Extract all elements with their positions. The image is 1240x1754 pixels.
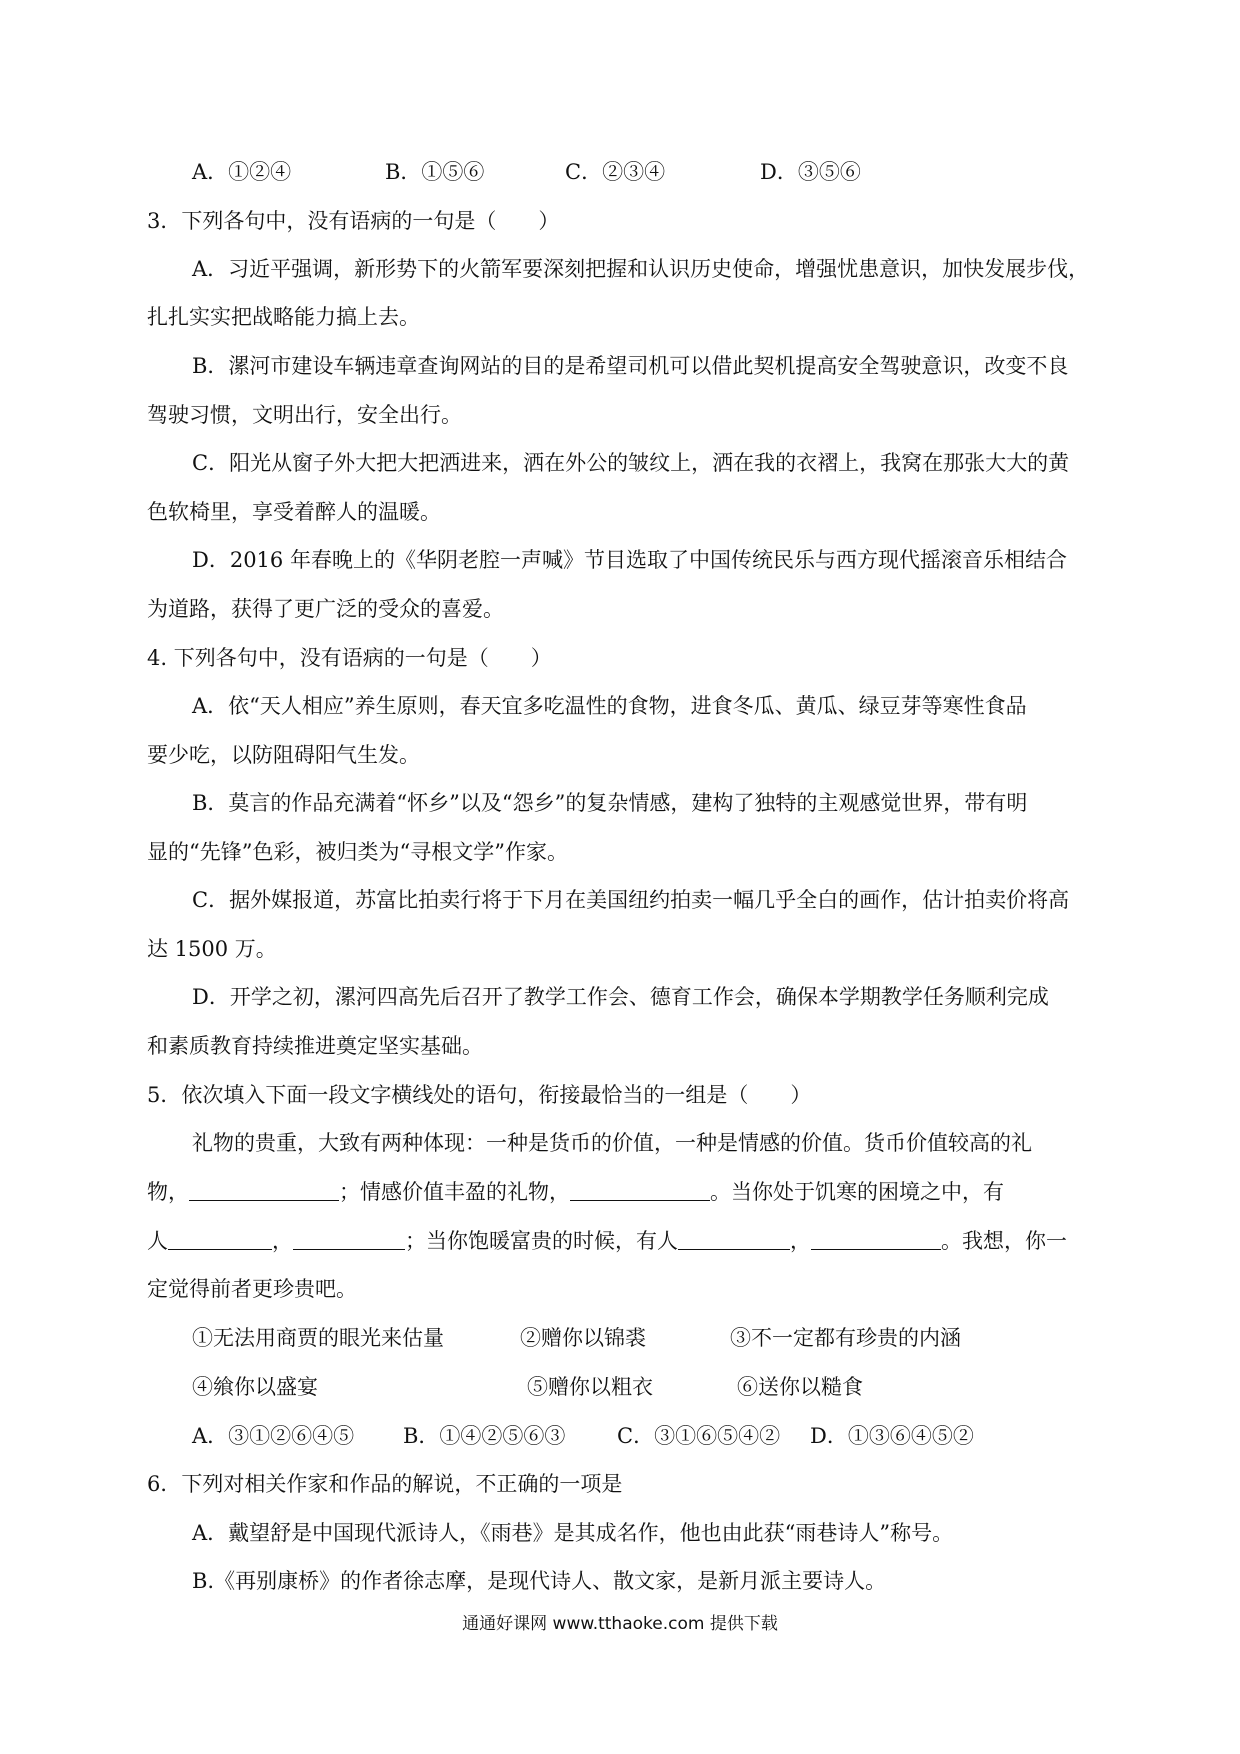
q3-stem: 3．下列各句中，没有语病的一句是（ ） [147,209,560,233]
q5-passage-text: ；当你饱暖富贵的时候，有人 [405,1229,678,1253]
q5-passage-text: 物， [147,1180,189,1204]
page-footer: 通通好课网 www.tthaoke.com 提供下载 [462,1614,778,1634]
q4-option-a-line1: A．依“天人相应”养生原则，春天宜多吃温性的食物，进食冬瓜、黄瓜、绿豆芽等寒性食品 [192,694,1027,718]
q5-item-1: ①无法用商贾的眼光来估量 [192,1326,444,1350]
q5-passage-line4: 定觉得前者更珍贵吧。 [147,1277,357,1301]
q4-stem: 4. 下列各句中，没有语病的一句是（ ） [147,646,552,670]
q5-item-5: ⑤赠你以粗衣 [527,1375,653,1399]
q5-passage-line3 [147,1226,1067,1256]
q4-option-b-line1: B．莫言的作品充满着“怀乡”以及“怨乡”的复杂情感，建构了独特的主观感觉世界，带有明 [192,791,1028,815]
q5-item-4: ④飨你以盛宴 [192,1375,318,1399]
q5-passage-text: ， [790,1229,811,1253]
q6-option-a: A．戴望舒是中国现代派诗人，《雨巷》是其成名作，他也由此获“雨巷诗人”称号。 [192,1521,954,1545]
q3-option-d-line2: 为道路，获得了更广泛的受众的喜爱。 [147,597,504,621]
q5-item-3: ③不一定都有珍贵的内涵 [730,1326,961,1350]
q6-stem: 6．下列对相关作家和作品的解说，不正确的一项是 [147,1472,623,1496]
q3-option-d-line1: D．2016 年春晚上的《华阴老腔一声喊》节目选取了中国传统民乐与西方现代摇滚音乐相结合 [192,548,1067,572]
q5-item-2: ②赠你以锦裘 [520,1326,646,1350]
q5-option-c: C．③①⑥⑤④② [617,1424,781,1448]
answer-blank-6[interactable] [811,1227,941,1250]
q4-option-d-line1: D．开学之初，漯河四高先后召开了教学工作会、德育工作会，确保本学期教学任务顺利完成 [192,985,1049,1009]
q5-passage-text: 。当你处于饥寒的困境之中，有 [710,1180,1004,1204]
q5-passage-line1: 礼物的贵重，大致有两种体现：一种是货币的价值，一种是情感的价值。货币价值较高的礼 [192,1131,1032,1155]
q3-option-c-line2: 色软椅里，享受着醉人的温暖。 [147,500,441,524]
q5-passage-text: ；情感价值丰盈的礼物， [339,1180,570,1204]
q4-option-a-line2: 要少吃，以防阻碍阳气生发。 [147,743,420,767]
q5-item-6: ⑥送你以糙食 [737,1375,863,1399]
q3-option-b-line2: 驾驶习惯，文明出行，安全出行。 [147,403,462,427]
q3-option-b-line1: B．漯河市建设车辆违章查询网站的目的是希望司机可以借此契机提高安全驾驶意识，改变不良 [192,354,1069,378]
q5-passage-text: ， [272,1229,293,1253]
q2-option-c: C．②③④ [565,160,666,184]
q2-option-b: B．①⑤⑥ [385,160,485,184]
q5-passage-line2 [147,1177,1004,1207]
answer-blank-4[interactable] [293,1227,405,1250]
q5-option-d: D．①③⑥④⑤② [810,1424,974,1448]
answer-blank-1[interactable] [189,1178,339,1201]
q2-option-d: D．③⑤⑥ [760,160,861,184]
q5-option-b: B．①④②⑤⑥③ [403,1424,566,1448]
answer-blank-3[interactable] [168,1227,272,1250]
q5-stem: 5．依次填入下面一段文字横线处的语句，衔接最恰当的一组是（ ） [147,1083,812,1107]
q3-option-c-line1: C．阳光从窗子外大把大把洒进来，洒在外公的皱纹上，洒在我的衣褶上，我窝在那张大大的黄 [192,451,1070,475]
q4-option-b-line2: 显的“先锋”色彩，被归类为“寻根文学”作家。 [147,840,568,864]
answer-blank-5[interactable] [678,1227,790,1250]
q5-passage-text: 人 [147,1229,168,1253]
q4-option-c-line2: 达 1500 万。 [147,937,277,961]
q5-option-a: A．③①②⑥④⑤ [192,1424,355,1448]
q6-option-b: B.《再别康桥》的作者徐志摩，是现代诗人、散文家，是新月派主要诗人。 [192,1569,887,1593]
q3-option-a-line1: A．习近平强调，新形势下的火箭军要深刻把握和认识历史使命，增强忧患意识，加快发展步伐， [192,257,1090,281]
q4-option-d-line2: 和素质教育持续推进奠定坚实基础。 [147,1034,483,1058]
q3-option-a-line2: 扎扎实实把战略能力搞上去。 [147,305,420,329]
answer-blank-2[interactable] [570,1178,710,1201]
q5-passage-text: 。我想，你一 [941,1229,1067,1253]
q2-option-a: A．①②④ [192,160,292,184]
q4-option-c-line1: C．据外媒报道，苏富比拍卖行将于下月在美国纽约拍卖一幅几乎全白的画作，估计拍卖价将高 [192,888,1070,912]
